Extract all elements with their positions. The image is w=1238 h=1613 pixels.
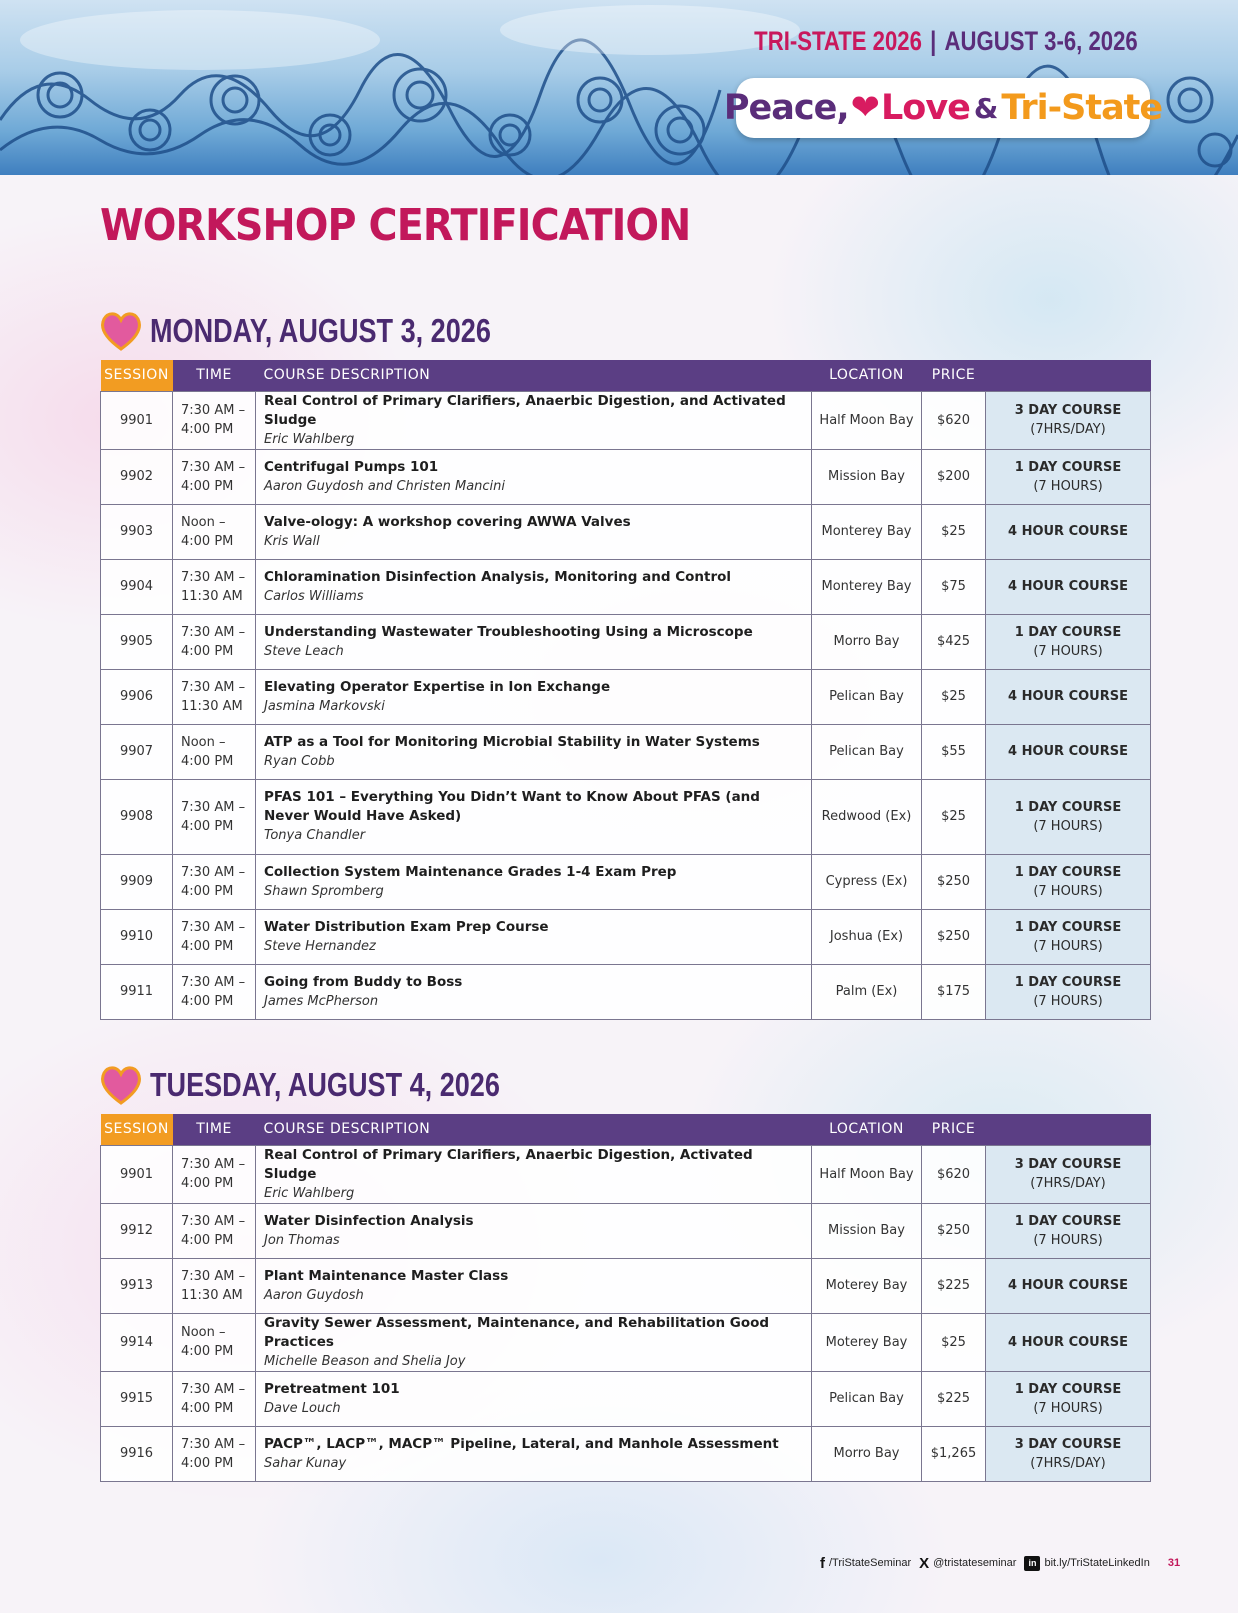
session-time	[173, 1313, 256, 1371]
course-title: Pretreatment 101	[264, 1380, 400, 1397]
course-location: Moterey Bay	[812, 1258, 922, 1313]
time-start: Noon –	[181, 514, 226, 530]
time-end: 11:30 AM	[181, 588, 243, 604]
course-title: Gravity Sewer Assessment, Maintenance, and Rehabilitation Good Practices	[264, 1314, 770, 1350]
course-duration	[986, 724, 1151, 779]
time-start: Noon –	[181, 734, 226, 750]
session-number: 9901	[101, 391, 173, 449]
course-location: Redwood (Ex)	[812, 779, 922, 854]
session-number: 9915	[101, 1371, 173, 1426]
session-number: 9910	[101, 909, 173, 964]
course-description	[256, 779, 812, 854]
time-end: 4:00 PM	[181, 643, 234, 659]
course-duration	[986, 614, 1151, 669]
day-label: TUESDAY, AUGUST 4, 2026	[150, 1066, 500, 1103]
course-duration	[986, 559, 1151, 614]
course-instructor: Carlos Williams	[264, 588, 364, 604]
course-price: $250	[922, 909, 986, 964]
course-duration	[986, 1145, 1151, 1203]
time-start: 7:30 AM –	[181, 624, 246, 640]
course-title: Elevating Operator Expertise in Ion Exchange	[264, 678, 611, 695]
course-duration	[986, 1371, 1151, 1426]
session-time	[173, 964, 256, 1019]
course-instructor: James McPherson	[264, 993, 379, 1009]
time-start: 7:30 AM –	[181, 799, 246, 815]
time-start: 7:30 AM –	[181, 974, 246, 990]
session-time	[173, 391, 256, 449]
session-number: 9902	[101, 449, 173, 504]
col-price: PRICE	[922, 1114, 986, 1145]
course-description	[256, 559, 812, 614]
course-description	[256, 1426, 812, 1481]
course-duration	[986, 1313, 1151, 1371]
course-title: Real Control of Primary Clarifiers, Anaerbic Digestion, and Activated Sludge	[264, 392, 786, 428]
course-length: 4 HOUR COURSE	[1008, 1278, 1128, 1293]
time-end: 4:00 PM	[181, 818, 234, 834]
course-duration	[986, 964, 1151, 1019]
time-start: 7:30 AM –	[181, 679, 246, 695]
course-hours: (7 HOURS)	[1033, 1232, 1103, 1248]
course-description	[256, 854, 812, 909]
table-row	[101, 1371, 1151, 1426]
course-description	[256, 909, 812, 964]
session-number: 9903	[101, 504, 173, 559]
course-price: $25	[922, 669, 986, 724]
course-duration	[986, 854, 1151, 909]
course-duration	[986, 449, 1151, 504]
course-price: $250	[922, 1203, 986, 1258]
course-duration	[986, 909, 1151, 964]
table-row	[101, 1313, 1151, 1371]
time-end: 4:00 PM	[181, 993, 234, 1009]
course-length: 1 DAY COURSE	[1014, 974, 1122, 990]
course-hours: (7HRS/DAY)	[1030, 422, 1106, 437]
course-description	[256, 669, 812, 724]
time-start: 7:30 AM –	[181, 864, 246, 880]
course-instructor: Aaron Guydosh	[264, 1287, 364, 1303]
x-icon: X	[919, 1554, 930, 1572]
course-instructor: Aaron Guydosh and Christen Mancini	[264, 478, 506, 494]
session-number: 9906	[101, 669, 173, 724]
course-hours: (7 HOURS)	[1033, 938, 1103, 954]
footer	[820, 1552, 1180, 1574]
course-location: Palm (Ex)	[812, 964, 922, 1019]
course-duration	[986, 1203, 1151, 1258]
course-price: $55	[922, 724, 986, 779]
course-price: $1,265	[922, 1426, 986, 1481]
course-title: Water Distribution Exam Prep Course	[264, 918, 549, 935]
session-number: 9911	[101, 964, 173, 1019]
heart-icon	[98, 1063, 144, 1107]
course-title: Real Control of Primary Clarifiers, Anaerbic Digestion, Activated Sludge	[264, 1146, 753, 1182]
session-time	[173, 1145, 256, 1203]
course-title: Valve-ology: A workshop covering AWWA Valves	[264, 513, 631, 530]
course-instructor: Shawn Spromberg	[264, 883, 384, 899]
facebook-icon: f	[820, 1554, 825, 1572]
time-end: 4:00 PM	[181, 1232, 234, 1248]
session-time	[173, 1203, 256, 1258]
course-description	[256, 1371, 812, 1426]
course-price: $75	[922, 559, 986, 614]
course-price: $425	[922, 614, 986, 669]
course-location: Half Moon Bay	[812, 391, 922, 449]
course-hours: (7 HOURS)	[1033, 883, 1103, 899]
course-duration	[986, 504, 1151, 559]
session-number: 9912	[101, 1203, 173, 1258]
course-hours: (7 HOURS)	[1033, 993, 1103, 1009]
course-instructor: Dave Louch	[264, 1400, 341, 1416]
time-end: 4:00 PM	[181, 533, 234, 549]
course-location: Cypress (Ex)	[812, 854, 922, 909]
table-row	[101, 1426, 1151, 1481]
x-handle: @tristateseminar	[933, 1557, 1017, 1569]
course-description	[256, 1258, 812, 1313]
table-row	[101, 964, 1151, 1019]
session-number: 9913	[101, 1258, 173, 1313]
time-end: 4:00 PM	[181, 938, 234, 954]
session-time	[173, 724, 256, 779]
course-duration	[986, 1258, 1151, 1313]
session-time	[173, 1258, 256, 1313]
course-length: 4 HOUR COURSE	[1008, 524, 1128, 539]
course-length: 1 DAY COURSE	[1014, 624, 1122, 640]
page-title: WORKSHOP CERTIFICATION	[100, 200, 691, 251]
time-end: 11:30 AM	[181, 698, 243, 714]
course-location: Moterey Bay	[812, 1313, 922, 1371]
session-time	[173, 909, 256, 964]
course-instructor: Sahar Kunay	[264, 1455, 347, 1471]
time-end: 4:00 PM	[181, 1344, 234, 1359]
course-length: 1 DAY COURSE	[1014, 799, 1122, 815]
logo-peace: Peace,	[723, 88, 849, 128]
col-session: SESSION	[101, 1114, 173, 1145]
course-length: 1 DAY COURSE	[1014, 919, 1122, 935]
course-price: $175	[922, 964, 986, 1019]
col-time: TIME	[173, 360, 256, 391]
course-title: Going from Buddy to Boss	[264, 973, 463, 990]
time-start: 7:30 AM –	[181, 919, 246, 935]
time-end: 4:00 PM	[181, 1400, 234, 1416]
course-location: Morro Bay	[812, 614, 922, 669]
time-start: 7:30 AM –	[181, 1213, 246, 1229]
linkedin-link: bit.ly/TriStateLinkedIn	[1044, 1557, 1150, 1569]
table-row	[101, 559, 1151, 614]
time-start: 7:30 AM –	[181, 403, 246, 418]
course-price: $25	[922, 779, 986, 854]
course-description	[256, 504, 812, 559]
course-duration	[986, 391, 1151, 449]
session-time	[173, 1371, 256, 1426]
course-title: PACP™, LACP™, MACP™ Pipeline, Lateral, and Manhole Assessment	[264, 1435, 779, 1452]
time-start: 7:30 AM –	[181, 569, 246, 585]
course-title: Collection System Maintenance Grades 1-4 Exam Prep	[264, 863, 677, 880]
header-separator: |	[930, 26, 937, 56]
linkedin-icon: in	[1024, 1556, 1040, 1571]
time-end: 11:30 AM	[181, 1287, 243, 1303]
col-price: PRICE	[922, 360, 986, 391]
course-description	[256, 1203, 812, 1258]
course-length: 4 HOUR COURSE	[1008, 744, 1128, 759]
col-course: COURSE DESCRIPTION	[256, 360, 812, 391]
course-location: Pelican Bay	[812, 1371, 922, 1426]
time-start: 7:30 AM –	[181, 1157, 246, 1172]
table-row	[101, 391, 1151, 449]
course-length: 4 HOUR COURSE	[1008, 689, 1128, 704]
course-hours: (7 HOURS)	[1033, 478, 1103, 494]
table-row	[101, 1145, 1151, 1203]
course-location: Mission Bay	[812, 1203, 922, 1258]
session-time	[173, 614, 256, 669]
course-instructor: Ryan Cobb	[264, 753, 335, 769]
course-instructor: Jon Thomas	[264, 1232, 340, 1248]
course-location: Monterey Bay	[812, 559, 922, 614]
day-heading-tuesday	[98, 1060, 577, 1110]
course-length: 4 HOUR COURSE	[1008, 579, 1128, 594]
course-location: Pelican Bay	[812, 669, 922, 724]
course-length: 3 DAY COURSE	[1014, 1157, 1122, 1172]
course-hours: (7 HOURS)	[1033, 818, 1103, 834]
col-course: COURSE DESCRIPTION	[256, 1114, 812, 1145]
event-header	[754, 26, 1138, 57]
table-row	[101, 669, 1151, 724]
course-location: Morro Bay	[812, 1426, 922, 1481]
course-location: Mission Bay	[812, 449, 922, 504]
table-row	[101, 504, 1151, 559]
time-end: 4:00 PM	[181, 422, 234, 437]
event-logo	[723, 78, 1163, 138]
time-end: 4:00 PM	[181, 753, 234, 769]
course-price: $200	[922, 449, 986, 504]
time-end: 4:00 PM	[181, 478, 234, 494]
course-instructor: Jasmina Markovski	[264, 698, 385, 714]
time-start: 7:30 AM –	[181, 1268, 246, 1284]
footer-linkedin[interactable]	[1024, 1556, 1149, 1571]
table-header-row	[101, 1114, 1151, 1145]
course-length: 1 DAY COURSE	[1014, 1213, 1122, 1229]
session-number: 9905	[101, 614, 173, 669]
course-duration	[986, 669, 1151, 724]
time-start: 7:30 AM –	[181, 459, 246, 475]
table-header-row	[101, 360, 1151, 391]
schedule-table-tuesday	[100, 1114, 1151, 1482]
course-location: Half Moon Bay	[812, 1145, 922, 1203]
course-hours: (7 HOURS)	[1033, 1400, 1103, 1416]
course-length: 1 DAY COURSE	[1014, 459, 1122, 475]
course-description	[256, 391, 812, 449]
table-row	[101, 854, 1151, 909]
course-location: Joshua (Ex)	[812, 909, 922, 964]
col-length	[986, 1114, 1151, 1145]
day-heading-monday	[98, 306, 566, 356]
course-length: 4 HOUR COURSE	[1008, 1334, 1128, 1350]
session-time	[173, 779, 256, 854]
logo-amp: &	[973, 91, 998, 125]
course-length: 3 DAY COURSE	[1014, 403, 1122, 418]
table-row	[101, 909, 1151, 964]
facebook-handle: /TriStateSeminar	[829, 1557, 912, 1569]
session-time	[173, 854, 256, 909]
table-row	[101, 724, 1151, 779]
course-price: $25	[922, 1313, 986, 1371]
time-start: 7:30 AM –	[181, 1381, 246, 1397]
course-hours: (7HRS/DAY)	[1030, 1176, 1106, 1191]
session-time	[173, 669, 256, 724]
course-price: $250	[922, 854, 986, 909]
time-end: 4:00 PM	[181, 1455, 234, 1471]
course-description	[256, 964, 812, 1019]
time-start: 7:30 AM –	[181, 1436, 246, 1452]
col-location: LOCATION	[812, 360, 922, 391]
course-description	[256, 1145, 812, 1203]
time-start: Noon –	[181, 1325, 226, 1340]
course-title: Understanding Wastewater Troubleshooting Using a Microscope	[264, 623, 753, 640]
course-duration	[986, 779, 1151, 854]
session-number: 9916	[101, 1426, 173, 1481]
course-price: $620	[922, 1145, 986, 1203]
session-number: 9909	[101, 854, 173, 909]
table-row	[101, 1203, 1151, 1258]
session-number: 9904	[101, 559, 173, 614]
col-session: SESSION	[101, 360, 173, 391]
course-duration	[986, 1426, 1151, 1481]
course-title: Chloramination Disinfection Analysis, Monitoring and Control	[264, 568, 732, 585]
course-location: Pelican Bay	[812, 724, 922, 779]
day-label: MONDAY, AUGUST 3, 2026	[150, 312, 491, 349]
session-time	[173, 504, 256, 559]
table-row	[101, 614, 1151, 669]
footer-facebook[interactable]	[820, 1555, 911, 1572]
course-title: PFAS 101 – Everything You Didn’t Want to Know About PFAS (and Never Would Have Asked)	[264, 789, 760, 824]
session-number: 9901	[101, 1145, 173, 1203]
course-instructor: Steve Hernandez	[264, 938, 376, 954]
schedule-table-monday	[100, 360, 1151, 1020]
course-title: Water Disinfection Analysis	[264, 1212, 474, 1229]
table-row	[101, 779, 1151, 854]
footer-x[interactable]	[919, 1555, 1016, 1572]
course-location: Monterey Bay	[812, 504, 922, 559]
time-end: 4:00 PM	[181, 883, 234, 899]
course-price: $25	[922, 504, 986, 559]
session-time	[173, 1426, 256, 1481]
time-end: 4:00 PM	[181, 1176, 234, 1191]
event-name: TRI-STATE 2026	[754, 26, 923, 56]
course-instructor: Kris Wall	[264, 533, 320, 549]
col-location: LOCATION	[812, 1114, 922, 1145]
logo-love: Love	[880, 88, 970, 128]
page-number: 31	[1167, 1557, 1181, 1569]
course-hours: (7 HOURS)	[1033, 643, 1103, 659]
course-instructor: Steve Leach	[264, 643, 344, 659]
course-length: 1 DAY COURSE	[1014, 1381, 1122, 1397]
session-number: 9907	[101, 724, 173, 779]
course-description	[256, 1313, 812, 1371]
session-number: 9914	[101, 1313, 173, 1371]
course-instructor: Eric Wahlberg	[264, 1185, 355, 1201]
course-title: Plant Maintenance Master Class	[264, 1267, 509, 1284]
course-price: $225	[922, 1371, 986, 1426]
course-instructor: Tonya Chandler	[264, 828, 366, 843]
course-title: ATP as a Tool for Monitoring Microbial Stability in Water Systems	[264, 733, 760, 750]
session-time	[173, 559, 256, 614]
course-description	[256, 449, 812, 504]
course-length: 3 DAY COURSE	[1014, 1436, 1122, 1452]
session-number: 9908	[101, 779, 173, 854]
table-body	[101, 391, 1151, 1019]
course-instructor: Michelle Beason and Shelia Joy	[264, 1353, 466, 1369]
course-title: Centrifugal Pumps 101	[264, 458, 439, 475]
table-body	[101, 1145, 1151, 1481]
heart-icon	[98, 309, 144, 353]
logo-tristate: Tri-State	[1001, 88, 1163, 128]
table-row	[101, 449, 1151, 504]
course-description	[256, 614, 812, 669]
course-price: $620	[922, 391, 986, 449]
course-length: 1 DAY COURSE	[1014, 864, 1122, 880]
table-row	[101, 1258, 1151, 1313]
event-dates: AUGUST 3-6, 2026	[944, 26, 1138, 56]
course-description	[256, 724, 812, 779]
course-price: $225	[922, 1258, 986, 1313]
course-instructor: Eric Wahlberg	[264, 431, 355, 447]
col-time: TIME	[173, 1114, 256, 1145]
heart-icon: ❤	[850, 88, 879, 128]
session-time	[173, 449, 256, 504]
course-hours: (7HRS/DAY)	[1030, 1455, 1106, 1471]
col-length	[986, 360, 1151, 391]
